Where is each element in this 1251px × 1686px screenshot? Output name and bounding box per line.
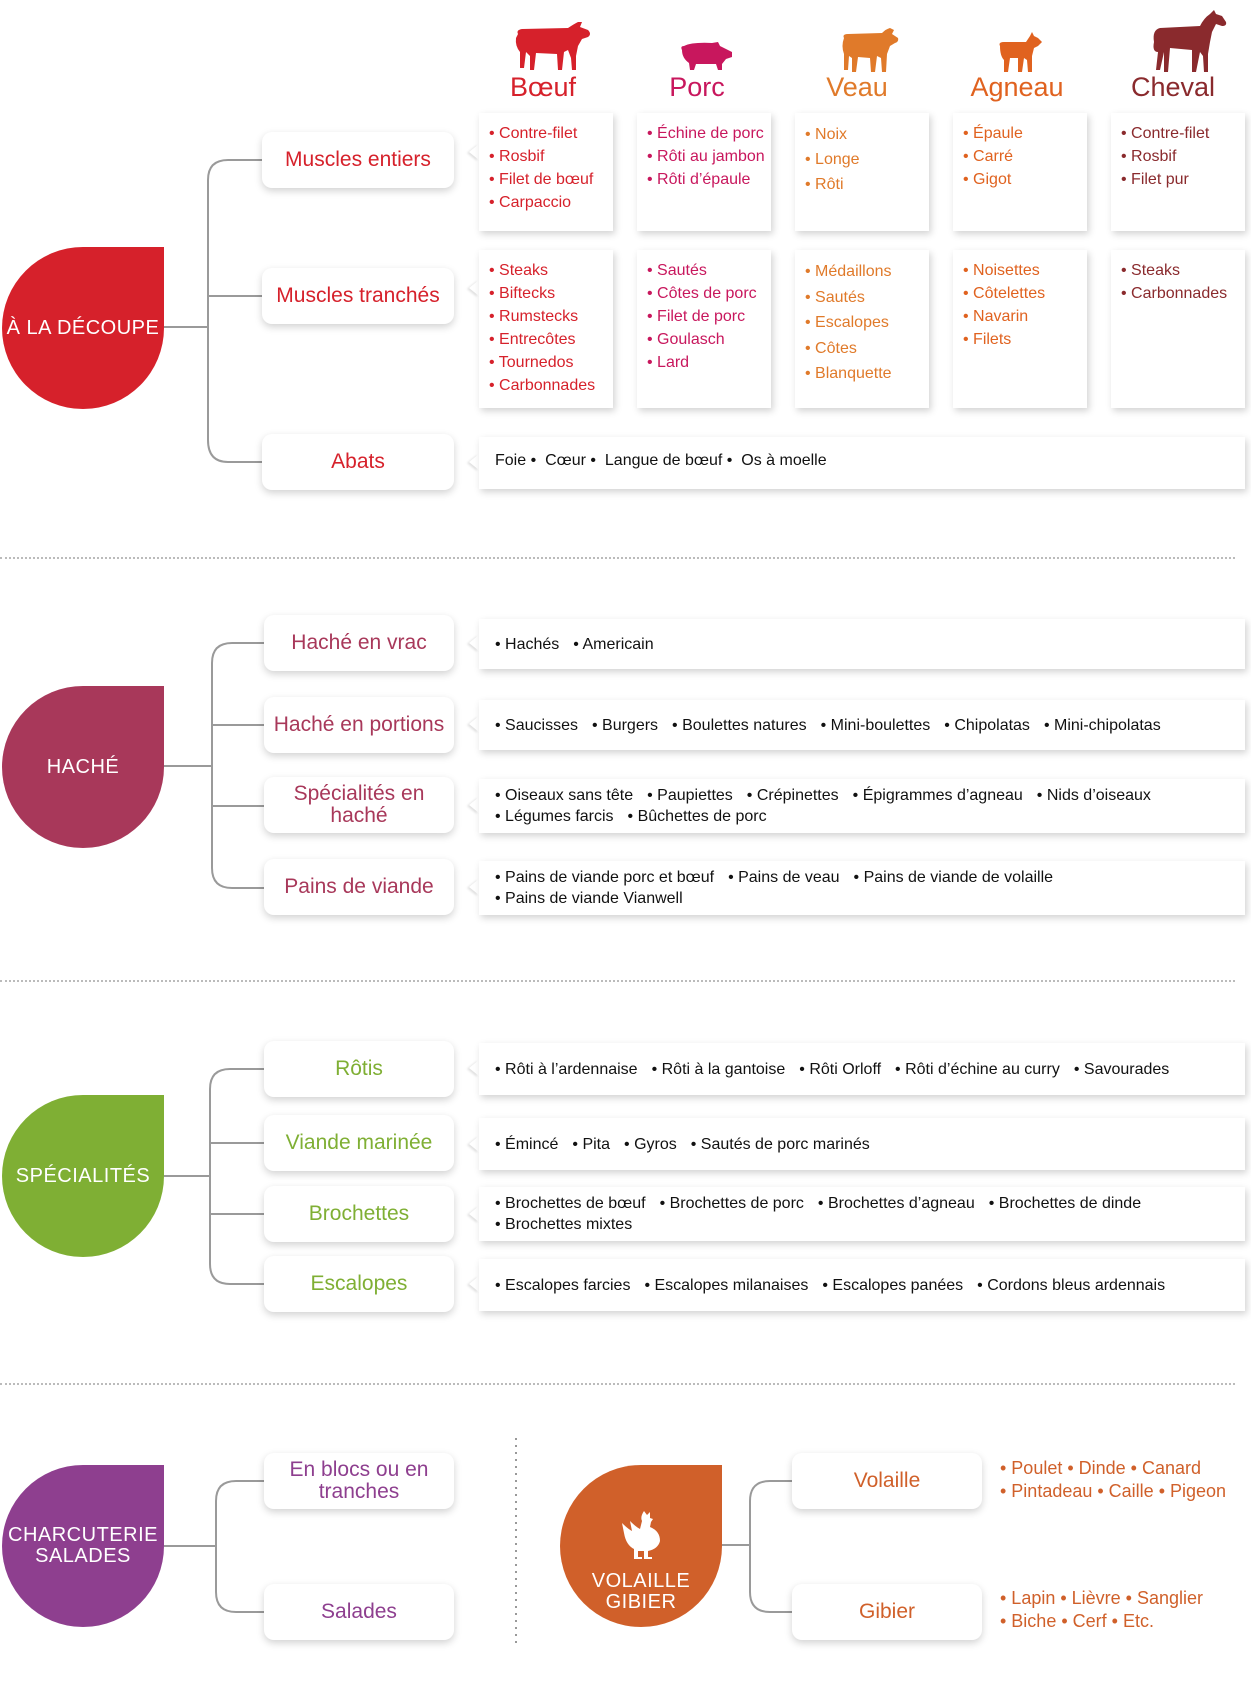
- list-item: • Mini-chipolatas: [1044, 717, 1161, 734]
- list-item: • Pains de viande porc et bœuf: [495, 869, 714, 886]
- category-label: tranches: [318, 1480, 400, 1503]
- pig-icon: [678, 40, 734, 72]
- category-specialites-hache[interactable]: [264, 777, 454, 833]
- list-line: • Pintadeau • Caille • Pigeon: [1000, 1481, 1227, 1501]
- section-badge-volaille: [560, 1465, 722, 1627]
- category-viande-marinee[interactable]: Viande marinée: [264, 1115, 454, 1171]
- list-item: • Escalopes farcies: [495, 1277, 630, 1294]
- list-tranches-porc: [637, 250, 771, 408]
- list-item: • Rumstecks: [489, 305, 605, 328]
- list-item: • Rosbif: [1121, 145, 1237, 168]
- list-escalopes: [479, 1259, 1245, 1311]
- category-label: En blocs ou en: [289, 1457, 429, 1481]
- list-item: • Escalopes: [805, 310, 921, 336]
- list-specialites-hache: [479, 779, 1245, 833]
- list-line: • Lapin • Lièvre • Sanglier: [1000, 1588, 1204, 1608]
- rooster-icon: [620, 1509, 662, 1559]
- list-item: • Lard: [647, 351, 763, 374]
- badge-label: SALADES: [35, 1545, 131, 1567]
- list-item: • Escalopes panées: [822, 1277, 963, 1294]
- list-pains-viande: [479, 861, 1245, 915]
- list-item: • Cordons bleus ardennais: [977, 1277, 1165, 1294]
- list-item: • Médaillons: [805, 259, 921, 285]
- badge-label: VOLAILLE: [591, 1570, 691, 1592]
- list-item: • Longe: [805, 147, 921, 172]
- category-gibier[interactable]: Gibier: [792, 1584, 982, 1640]
- animal-name-porc: Porc: [669, 72, 725, 102]
- list-item: • Côtes de porc: [647, 282, 763, 305]
- list-item: • Rôti d’échine au curry: [895, 1061, 1060, 1078]
- callout-tip: [469, 280, 479, 296]
- animal-name-boeuf: Bœuf: [509, 72, 576, 102]
- list-item: Cœur: [545, 452, 586, 469]
- list-item: • Savourades: [1074, 1061, 1169, 1078]
- list-item: • Goulasch: [647, 328, 763, 351]
- list-item: • Nids d’oiseaux: [1037, 787, 1151, 804]
- list-item: • Crépinettes: [747, 787, 839, 804]
- list-viande-marinee: [479, 1118, 1245, 1170]
- section-divider: [0, 1383, 1235, 1385]
- list-item: • Épigrammes d’agneau: [853, 787, 1023, 804]
- list-item: • Carbonnades: [1121, 282, 1237, 305]
- list-item: Foie: [495, 452, 527, 469]
- cow-icon: [512, 20, 594, 72]
- list-item: • Sautés: [805, 285, 921, 311]
- category-pains-viande[interactable]: Pains de viande: [264, 859, 454, 915]
- list-item: • Noix: [805, 122, 921, 147]
- list-item: • Filet de bœuf: [489, 168, 605, 191]
- list-item: • Tournedos: [489, 351, 605, 374]
- list-item: • Burgers: [592, 717, 658, 734]
- list-line: • Poulet • Dinde • Canard: [1000, 1458, 1202, 1478]
- list-item: • Gigot: [963, 168, 1079, 191]
- list-item: • Rôti à la gantoise: [652, 1061, 786, 1078]
- list-item: • Carbonnades: [489, 374, 605, 397]
- list-item: • Biftecks: [489, 282, 605, 305]
- callout-tip: [469, 1136, 479, 1152]
- list-item: • Sautés de porc marinés: [691, 1136, 870, 1153]
- callout-tip: [469, 1060, 479, 1076]
- animal-name-agneau: Agneau: [970, 72, 1064, 102]
- category-abats[interactable]: Abats: [262, 434, 454, 490]
- list-item: • Hachés: [495, 636, 559, 653]
- list-rotis: [479, 1043, 1245, 1095]
- category-label: haché: [330, 804, 388, 827]
- list-item: • Brochettes de dinde: [989, 1195, 1141, 1212]
- category-label: Spécialités en: [293, 781, 425, 805]
- list-item: • Brochettes d’agneau: [818, 1195, 975, 1212]
- category-hache-vrac[interactable]: Haché en vrac: [264, 615, 454, 671]
- list-item: • Émincé: [495, 1136, 558, 1153]
- horse-icon: [1150, 8, 1228, 74]
- list-item: • Sautés: [647, 259, 763, 282]
- category-blocs-tranches[interactable]: [264, 1453, 454, 1509]
- callout-tip: [469, 144, 479, 160]
- goat-icon: [996, 30, 1044, 74]
- list-item: • Paupiettes: [647, 787, 733, 804]
- list-item: • Saucisses: [495, 717, 578, 734]
- list-brochettes: [479, 1187, 1245, 1241]
- list-entiers-boeuf: [479, 113, 613, 231]
- list-item: • Brochettes de porc: [660, 1195, 804, 1212]
- list-item: • Americain: [573, 636, 653, 653]
- list-item: • Côtelettes: [963, 282, 1079, 305]
- category-escalopes[interactable]: Escalopes: [264, 1256, 454, 1312]
- section-badge-decoupe: À LA DÉCOUPE: [2, 247, 164, 409]
- list-item: • Pains de viande de volaille: [854, 869, 1054, 886]
- list-item: • Rosbif: [489, 145, 605, 168]
- list-item: • Noisettes: [963, 259, 1079, 282]
- list-line: • Biche • Cerf • Etc.: [1000, 1611, 1154, 1631]
- badge-label: GIBIER: [605, 1591, 677, 1613]
- list-item: • Steaks: [489, 259, 605, 282]
- callout-tip: [469, 1276, 479, 1292]
- list-item: Os à moelle: [741, 452, 827, 469]
- list-item: • Carpaccio: [489, 191, 605, 214]
- list-item: • Filet pur: [1121, 168, 1237, 191]
- callout-tip: [469, 879, 479, 895]
- list-item: • Boulettes natures: [672, 717, 807, 734]
- animal-name-cheval: Cheval: [1130, 72, 1216, 102]
- list-item: • Steaks: [1121, 259, 1237, 282]
- gibier-list: [1000, 1587, 1203, 1633]
- list-item: • Navarin: [963, 305, 1079, 328]
- category-muscles-entiers[interactable]: Muscles entiers: [262, 132, 454, 188]
- list-item: • Filet de porc: [647, 305, 763, 328]
- callout-tip: [469, 797, 479, 813]
- list-item: • Filets: [963, 328, 1079, 351]
- list-item: • Carré: [963, 145, 1079, 168]
- list-item: • Chipolatas: [944, 717, 1030, 734]
- category-rotis[interactable]: Rôtis: [264, 1041, 454, 1097]
- section-badge-charcuterie: [2, 1465, 164, 1627]
- list-item: • Côtes: [805, 336, 921, 362]
- callout-tip: [469, 454, 479, 470]
- list-hache-vrac: [479, 619, 1245, 669]
- list-entiers-agneau: [953, 113, 1087, 231]
- list-item: • Oiseaux sans tête: [495, 787, 633, 804]
- list-entiers-porc: [637, 113, 771, 231]
- list-item: • Rôti au jambon: [647, 145, 763, 168]
- list-item: • Bûchettes de porc: [628, 808, 767, 825]
- list-item: • Rôti: [805, 172, 921, 197]
- list-item: • Escalopes milanaises: [644, 1277, 808, 1294]
- list-item: • Entrecôtes: [489, 328, 605, 351]
- list-item: • Contre-filet: [1121, 122, 1237, 145]
- list-tranches-boeuf: [479, 250, 613, 408]
- list-entiers-veau: [795, 113, 929, 231]
- list-hache-portions: [479, 700, 1245, 750]
- list-item: • Rôti à l’ardennaise: [495, 1061, 638, 1078]
- list-tranches-veau: [795, 250, 929, 408]
- list-item: • Pains de viande Vianwell: [495, 890, 683, 907]
- category-salades[interactable]: Salades: [264, 1584, 454, 1640]
- list-item: • Mini-boulettes: [821, 717, 931, 734]
- animal-name-veau: Veau: [826, 72, 888, 102]
- list-item: • Brochettes mixtes: [495, 1216, 632, 1233]
- category-brochettes[interactable]: Brochettes: [264, 1186, 454, 1242]
- list-item: • Rôti d’épaule: [647, 168, 763, 191]
- list-item: • Échine de porc: [647, 122, 763, 145]
- section-divider: [0, 980, 1235, 982]
- section-divider: [0, 557, 1235, 559]
- list-tranches-cheval: [1111, 250, 1245, 408]
- list-item: • Pains de veau: [728, 869, 839, 886]
- calf-icon: [838, 26, 900, 74]
- list-item: • Gyros: [624, 1136, 677, 1153]
- badge-label: CHARCUTERIE: [8, 1524, 158, 1546]
- callout-tip: [469, 1206, 479, 1222]
- list-abats: Foie • Cœur • Langue de bœuf • Os à moelle: [479, 437, 1245, 489]
- callout-tip: [469, 716, 479, 732]
- list-item: • Contre-filet: [489, 122, 605, 145]
- section-badge-specialites: SPÉCIALITÉS: [2, 1095, 164, 1257]
- list-item: • Légumes farcis: [495, 808, 614, 825]
- list-item: • Brochettes de bœuf: [495, 1195, 646, 1212]
- callout-tip: [469, 635, 479, 651]
- category-volaille[interactable]: Volaille: [792, 1453, 982, 1509]
- list-item: • Rôti Orloff: [799, 1061, 881, 1078]
- list-item: • Blanquette: [805, 361, 921, 387]
- list-item: • Pita: [572, 1136, 610, 1153]
- list-entiers-cheval: [1111, 113, 1245, 231]
- category-hache-portions[interactable]: Haché en portions: [264, 697, 454, 753]
- volaille-list: [1000, 1457, 1226, 1503]
- list-item: Langue de bœuf: [604, 452, 723, 469]
- list-item: • Épaule: [963, 122, 1079, 145]
- list-tranches-agneau: [953, 250, 1087, 408]
- section-badge-hache: HACHÉ: [2, 686, 164, 848]
- category-muscles-tranches[interactable]: Muscles tranchés: [262, 268, 454, 324]
